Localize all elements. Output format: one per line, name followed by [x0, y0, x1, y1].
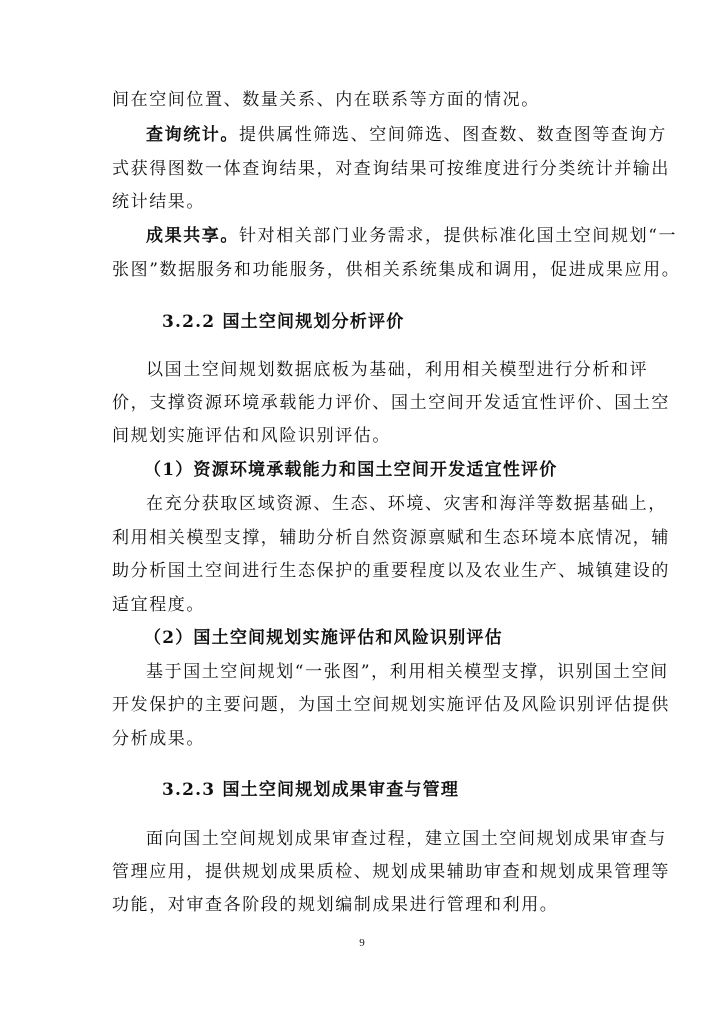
paragraph-line: 适宜程度。	[112, 595, 205, 615]
query-statistics-title: 查询统计。	[146, 125, 239, 145]
query-statistics-text: 提供属性筛选、空间筛选、图查数、数查图等查询方	[239, 125, 667, 145]
paragraph-line: 张图”数据服务和功能服务，供相关系统集成和调用，促进成果应用。	[112, 260, 681, 280]
result-sharing-text: 针对相关部门业务需求，提供标准化国土空间规划“一	[239, 226, 678, 246]
paragraph-line: 在充分获取区域资源、生态、环境、灾害和海洋等数据基础上，	[146, 494, 667, 514]
query-statistics-paragraph-line	[146, 124, 667, 146]
page-number: 9	[359, 937, 365, 949]
paragraph-line: 基于国土空间规划“一张图”，利用相关模型支撑，识别国土空间	[146, 662, 669, 682]
section-heading-3-2-2: 3.2.2 国土空间规划分析评价	[162, 312, 405, 332]
paragraph-line: 统计结果。	[112, 192, 205, 212]
subheading-2: （2）国土空间规划实施评估和风险识别评估	[144, 628, 503, 648]
paragraph-line: 助分析国土空间进行生态保护的重要程度以及农业生产、城镇建设的	[112, 561, 670, 581]
paragraph-line: 以国土空间规划数据底板为基础，利用相关模型进行分析和评	[146, 360, 649, 380]
paragraph-line: 利用相关模型支撑，辅助分析自然资源禀赋和生态环境本底情况，辅	[112, 528, 670, 548]
section-heading-3-2-3: 3.2.3 国土空间规划成果审查与管理	[162, 780, 460, 800]
subheading-1: （1）资源环境承载能力和国土空间开发适宜性评价	[144, 460, 558, 480]
paragraph-line: 功能，对审查各阶段的规划编制成果进行管理和利用。	[112, 895, 559, 915]
paragraph-line: 管理应用，提供规划成果质检、规划成果辅助审查和规划成果管理等	[112, 862, 670, 882]
paragraph-line: 间规划实施评估和风险识别评估。	[112, 426, 391, 446]
result-sharing-title: 成果共享。	[146, 226, 239, 246]
paragraph-line: 式获得图数一体查询结果，对查询结果可按维度进行分类统计并输出	[112, 159, 670, 179]
paragraph-line: 分析成果。	[112, 729, 205, 749]
paragraph-line: 间在空间位置、数量关系、内在联系等方面的情况。	[112, 90, 540, 110]
paragraph-line: 开发保护的主要问题，为国土空间规划实施评估及风险识别评估提供	[112, 695, 670, 715]
paragraph-line: 价，支撑资源环境承载能力评价、国土空间开发适宜性评价、国土空	[112, 393, 670, 413]
result-sharing-paragraph-line	[146, 225, 678, 247]
paragraph-line: 面向国土空间规划成果审查过程，建立国土空间规划成果审查与	[146, 829, 667, 849]
